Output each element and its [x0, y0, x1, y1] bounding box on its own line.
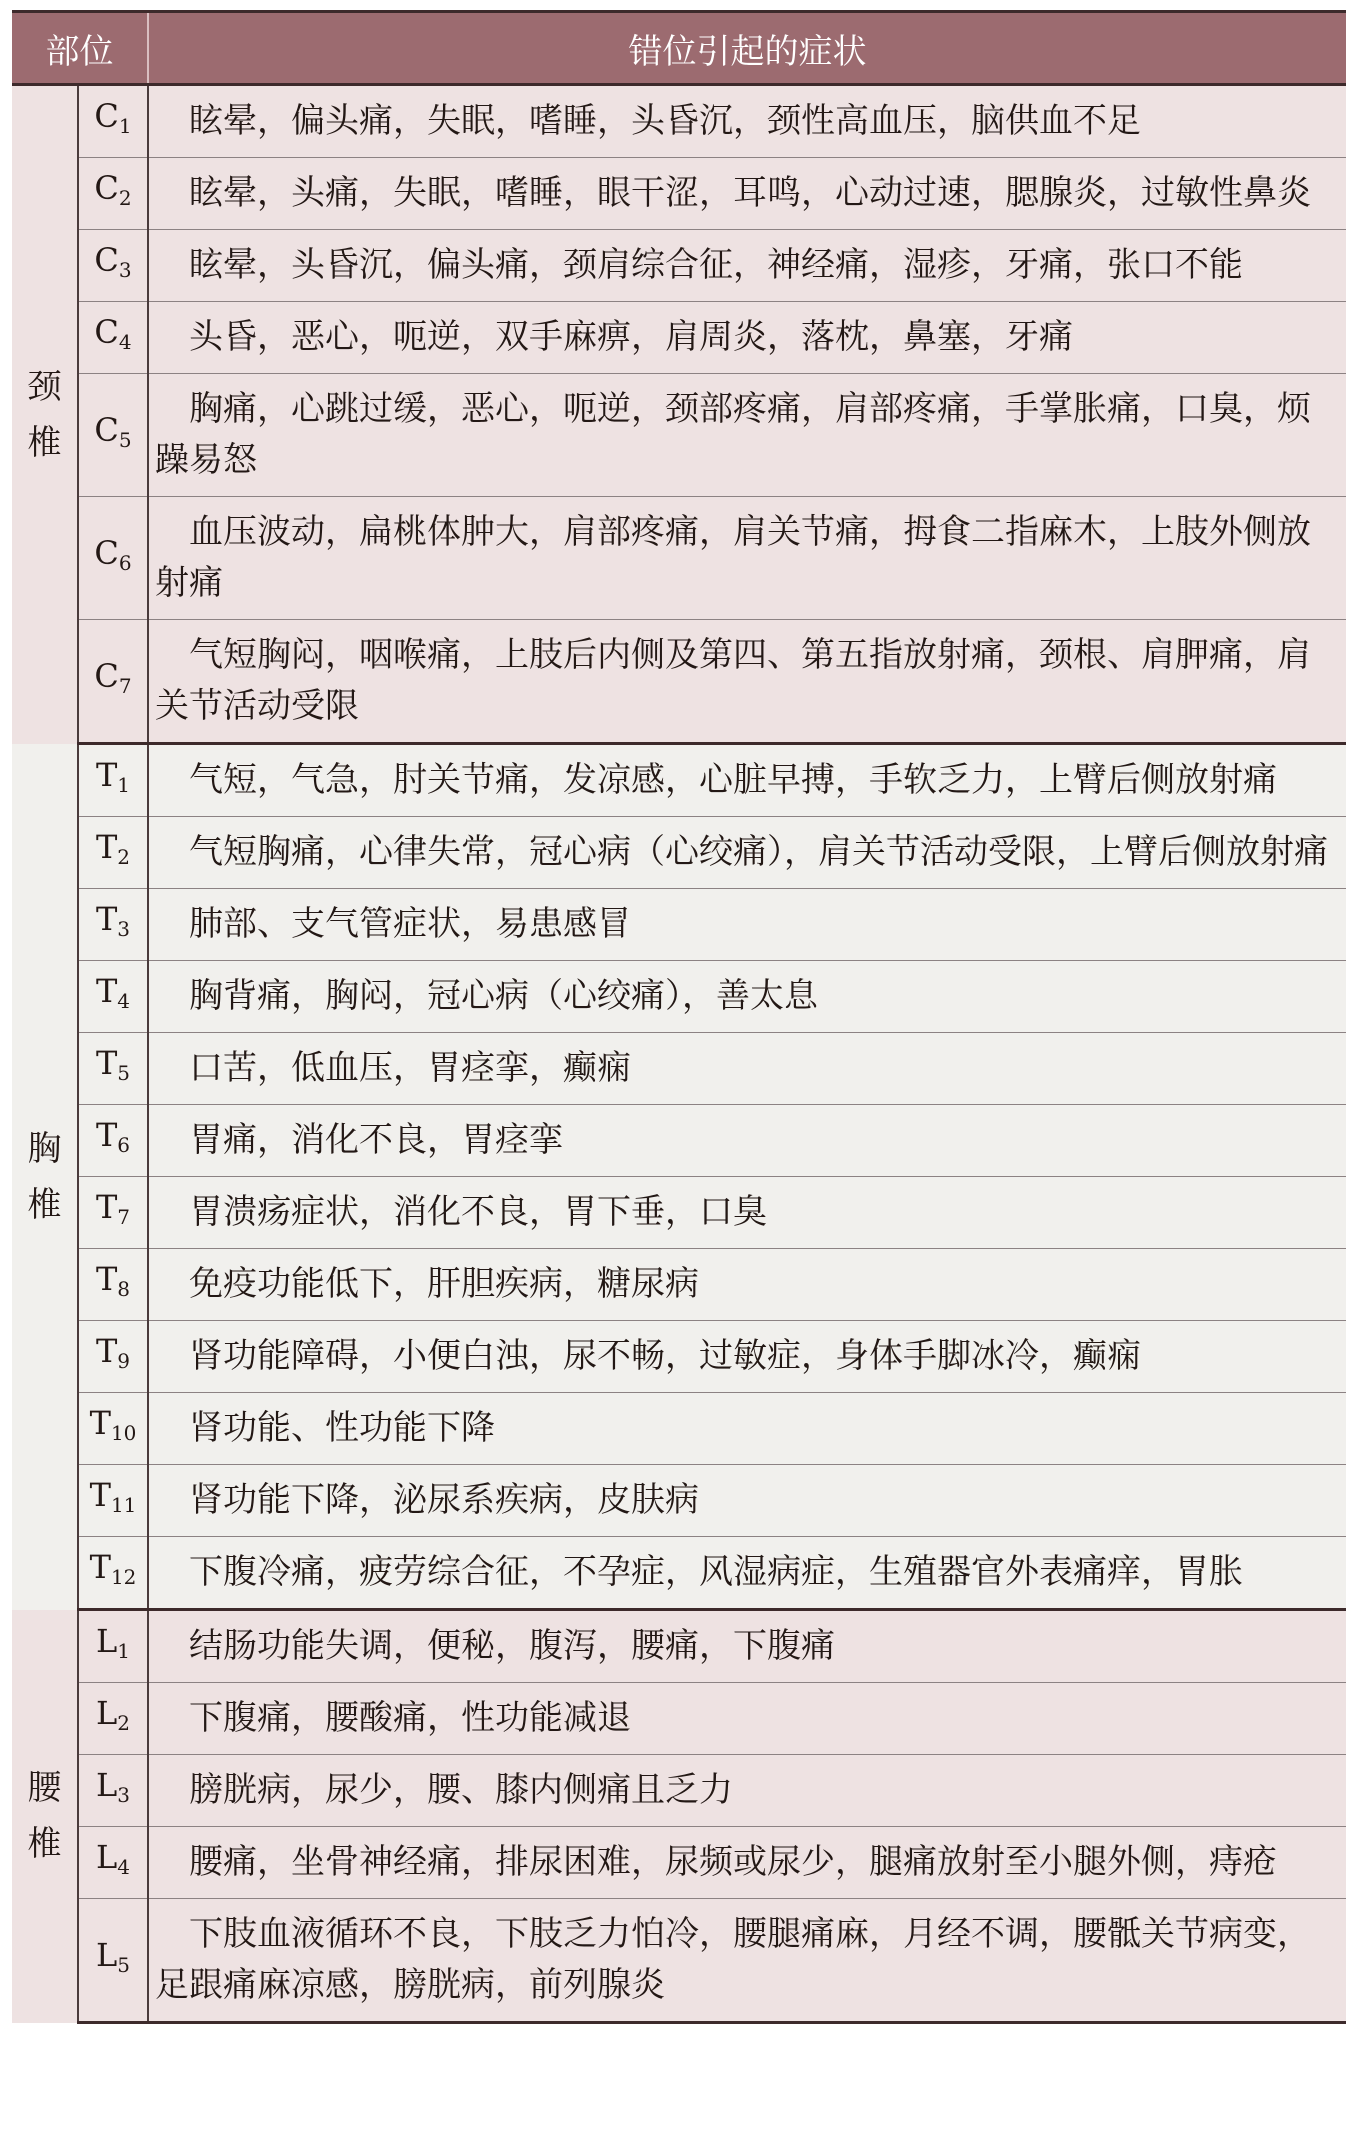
vertebra-code — [78, 1537, 148, 1610]
symptom-cell — [148, 302, 1346, 374]
vertebra-letter: T — [95, 828, 118, 866]
vertebra-code — [78, 1683, 148, 1755]
section-name-char: 胸 — [27, 1128, 62, 1169]
vertebra-number: 2 — [117, 845, 131, 869]
vertebra-number: 3 — [118, 258, 132, 282]
symptom-cell — [148, 1249, 1346, 1321]
vertebra-number: 8 — [117, 1277, 131, 1301]
symptom-text: 下腹痛，腰酸痛，性功能减退 — [189, 1698, 631, 1738]
symptom-cell — [148, 1827, 1346, 1899]
symptom-cell — [148, 620, 1346, 744]
header-region: 部位 — [12, 12, 148, 85]
symptom-table-container — [12, 10, 1346, 2024]
symptom-cell — [148, 230, 1346, 302]
vertebra-letter: L — [96, 1838, 118, 1876]
table-row — [12, 1755, 1346, 1827]
vertebra-number: 1 — [118, 114, 132, 138]
vertebra-code — [78, 961, 148, 1033]
section-name-char: 椎 — [27, 1184, 62, 1225]
symptom-text: 胸背痛，胸闷，冠心病（心绞痛），善太息 — [189, 976, 818, 1016]
vertebra-code — [78, 230, 148, 302]
section-name-char: 椎 — [27, 422, 62, 463]
symptom-cell — [148, 497, 1346, 620]
symptom-text: 免疫功能低下，肝胆疾病，糖尿病 — [189, 1264, 699, 1304]
table-row — [12, 497, 1346, 620]
vertebra-number: 5 — [118, 427, 132, 452]
vertebra-letter: L — [96, 1935, 118, 1974]
table-row — [12, 1393, 1346, 1465]
table-row — [12, 230, 1346, 302]
vertebra-letter: L — [96, 1766, 118, 1804]
header-symptoms: 错位引起的症状 — [148, 12, 1346, 85]
table-row — [12, 1610, 1346, 1683]
table-row — [12, 1537, 1346, 1610]
section-name — [25, 1760, 65, 1872]
table-row — [12, 1321, 1346, 1393]
vertebra-symptom-table — [12, 10, 1346, 2024]
symptom-cell — [148, 1393, 1346, 1465]
vertebra-code — [78, 85, 148, 158]
symptom-text: 头昏，恶心，呃逆，双手麻痹，肩周炎，落枕，鼻塞，牙痛 — [189, 317, 1073, 357]
table-header-row — [12, 12, 1346, 85]
vertebra-letter: T — [89, 1548, 111, 1586]
symptom-text: 结肠功能失调，便秘，腹泻，腰痛，下腹痛 — [189, 1626, 835, 1666]
table-row — [12, 374, 1346, 497]
vertebra-letter: C — [94, 410, 119, 449]
vertebra-letter: C — [94, 97, 119, 135]
table-row — [12, 158, 1346, 230]
vertebra-code — [78, 1755, 148, 1827]
vertebra-code — [78, 302, 148, 374]
vertebra-letter: T — [89, 1404, 111, 1442]
vertebra-letter: C — [94, 313, 119, 351]
table-row — [12, 744, 1346, 817]
vertebra-number: 2 — [117, 1711, 130, 1735]
symptom-text: 下腹冷痛，疲劳综合征，不孕症，风湿病症，生殖器官外表痛痒，胃胀 — [189, 1552, 1243, 1592]
section-name — [25, 1121, 65, 1233]
symptom-cell — [148, 374, 1346, 497]
table-row — [12, 1033, 1346, 1105]
vertebra-number: 1 — [117, 773, 131, 797]
vertebra-number: 5 — [117, 1061, 131, 1085]
vertebra-letter: L — [96, 1622, 118, 1660]
symptom-cell — [148, 961, 1346, 1033]
table-row — [12, 302, 1346, 374]
table-row — [12, 620, 1346, 744]
vertebra-letter: T — [95, 1332, 118, 1370]
vertebra-letter: T — [95, 1260, 118, 1298]
vertebra-number: 12 — [110, 1565, 137, 1589]
symptom-text: 肾功能下降，泌尿系疾病，皮肤病 — [189, 1480, 699, 1520]
table-row — [12, 961, 1346, 1033]
vertebra-code — [78, 1465, 148, 1537]
symptom-cell — [148, 1321, 1346, 1393]
section-label — [12, 85, 78, 744]
symptom-cell — [148, 1899, 1346, 2023]
symptom-text: 胃溃疡症状，消化不良，胃下垂，口臭 — [189, 1192, 767, 1232]
vertebra-code — [78, 1033, 148, 1105]
vertebra-letter: T — [95, 1116, 118, 1154]
vertebra-number: 3 — [117, 917, 131, 941]
vertebra-letter: C — [94, 533, 119, 572]
symptom-text: 眩晕，头痛，失眠，嗜睡，眼干涩，耳鸣，心动过速，腮腺炎，过敏性鼻炎 — [189, 173, 1311, 213]
section-label — [12, 744, 78, 1610]
vertebra-number: 3 — [117, 1783, 130, 1807]
table-row — [12, 817, 1346, 889]
symptom-cell — [148, 158, 1346, 230]
section-label — [12, 1610, 78, 2023]
vertebra-letter: T — [95, 972, 118, 1010]
symptom-cell — [148, 1177, 1346, 1249]
symptom-text: 下肢血液循环不良，下肢乏力怕冷，腰腿痛麻，月经不调，腰骶关节病变，足跟痛麻凉感，膀胱病，前列腺炎 — [155, 1914, 1311, 2005]
vertebra-number: 6 — [117, 1133, 131, 1157]
vertebra-code — [78, 817, 148, 889]
symptom-text: 膀胱病，尿少，腰、膝内侧痛且乏力 — [189, 1770, 733, 1810]
vertebra-number: 5 — [117, 1952, 130, 1977]
vertebra-number: 10 — [110, 1421, 137, 1445]
symptom-cell — [148, 1465, 1346, 1537]
table-row — [12, 1683, 1346, 1755]
vertebra-number: 9 — [117, 1349, 131, 1373]
symptom-text: 气短胸闷，咽喉痛，上肢后内侧及第四、第五指放射痛，颈根、肩胛痛，肩关节活动受限 — [155, 635, 1311, 726]
vertebra-letter: C — [94, 241, 119, 279]
vertebra-number: 2 — [118, 186, 132, 210]
vertebra-code — [78, 497, 148, 620]
symptom-cell — [148, 1537, 1346, 1610]
symptom-text: 肺部、支气管症状，易患感冒 — [189, 904, 631, 944]
symptom-cell — [148, 85, 1346, 158]
section-name-char: 椎 — [27, 1824, 62, 1864]
section-name-char: 腰 — [27, 1768, 62, 1808]
symptom-cell — [148, 1755, 1346, 1827]
table-row — [12, 1249, 1346, 1321]
vertebra-number: 4 — [117, 989, 131, 1013]
vertebra-number: 11 — [110, 1493, 137, 1517]
vertebra-code — [78, 1827, 148, 1899]
table-row — [12, 1105, 1346, 1177]
vertebra-letter: T — [89, 1476, 111, 1514]
section-name-char: 颈 — [27, 366, 62, 407]
symptom-cell — [148, 889, 1346, 961]
symptom-cell — [148, 1105, 1346, 1177]
table-row — [12, 85, 1346, 158]
symptom-text: 肾功能、性功能下降 — [189, 1408, 495, 1448]
vertebra-number: 4 — [118, 330, 132, 354]
vertebra-letter: T — [95, 1044, 118, 1082]
vertebra-number: 1 — [117, 1639, 130, 1663]
symptom-cell — [148, 1610, 1346, 1683]
vertebra-number: 7 — [117, 1205, 131, 1229]
vertebra-code — [78, 1393, 148, 1465]
vertebra-letter: T — [95, 900, 118, 938]
table-body — [12, 85, 1346, 2023]
table-row — [12, 1899, 1346, 2023]
table-row — [12, 1465, 1346, 1537]
symptom-text: 眩晕，头昏沉，偏头痛，颈肩综合征，神经痛，湿疹，牙痛，张口不能 — [189, 245, 1243, 285]
symptom-text: 肾功能障碍，小便白浊，尿不畅，过敏症，身体手脚冰冷，癫痫 — [189, 1336, 1141, 1376]
symptom-text: 口苦，低血压，胃痉挛，癫痫 — [189, 1048, 631, 1088]
symptom-text: 腰痛，坐骨神经痛，排尿困难，尿频或尿少，腿痛放射至小腿外侧，痔疮 — [189, 1842, 1277, 1882]
vertebra-letter: T — [95, 756, 118, 794]
vertebra-code — [78, 744, 148, 817]
vertebra-code — [78, 620, 148, 744]
vertebra-code — [78, 1899, 148, 2023]
vertebra-code — [78, 1105, 148, 1177]
symptom-text: 胃痛，消化不良，胃痉挛 — [189, 1120, 563, 1160]
vertebra-code — [78, 158, 148, 230]
vertebra-number: 7 — [118, 673, 132, 698]
table-row — [12, 1177, 1346, 1249]
symptom-text: 血压波动，扁桃体肿大，肩部疼痛，肩关节痛，拇食二指麻木，上肢外侧放射痛 — [155, 512, 1311, 603]
symptom-cell — [148, 1033, 1346, 1105]
vertebra-code — [78, 889, 148, 961]
vertebra-letter: C — [94, 656, 119, 695]
vertebra-code — [78, 374, 148, 497]
vertebra-code — [78, 1321, 148, 1393]
symptom-cell — [148, 1683, 1346, 1755]
symptom-text: 胸痛，心跳过缓，恶心，呃逆，颈部疼痛，肩部疼痛，手掌胀痛，口臭，烦躁易怒 — [155, 389, 1311, 480]
vertebra-code — [78, 1610, 148, 1683]
symptom-text: 气短胸痛，心律失常，冠心病（心绞痛），肩关节活动受限，上臂后侧放射痛 — [189, 832, 1328, 872]
symptom-text: 气短，气急，肘关节痛，发凉感，心脏早搏，手软乏力，上臂后侧放射痛 — [189, 760, 1277, 800]
table-row — [12, 1827, 1346, 1899]
section-name — [25, 359, 65, 471]
symptom-text: 眩晕，偏头痛，失眠，嗜睡，头昏沉，颈性高血压，脑供血不足 — [189, 101, 1141, 141]
vertebra-number: 4 — [117, 1855, 130, 1879]
vertebra-letter: T — [95, 1188, 118, 1226]
vertebra-number: 6 — [118, 550, 132, 575]
symptom-cell — [148, 817, 1346, 889]
vertebra-code — [78, 1249, 148, 1321]
vertebra-code — [78, 1177, 148, 1249]
table-row — [12, 889, 1346, 961]
symptom-cell — [148, 744, 1346, 817]
vertebra-letter: L — [96, 1694, 118, 1732]
vertebra-letter: C — [94, 169, 119, 207]
